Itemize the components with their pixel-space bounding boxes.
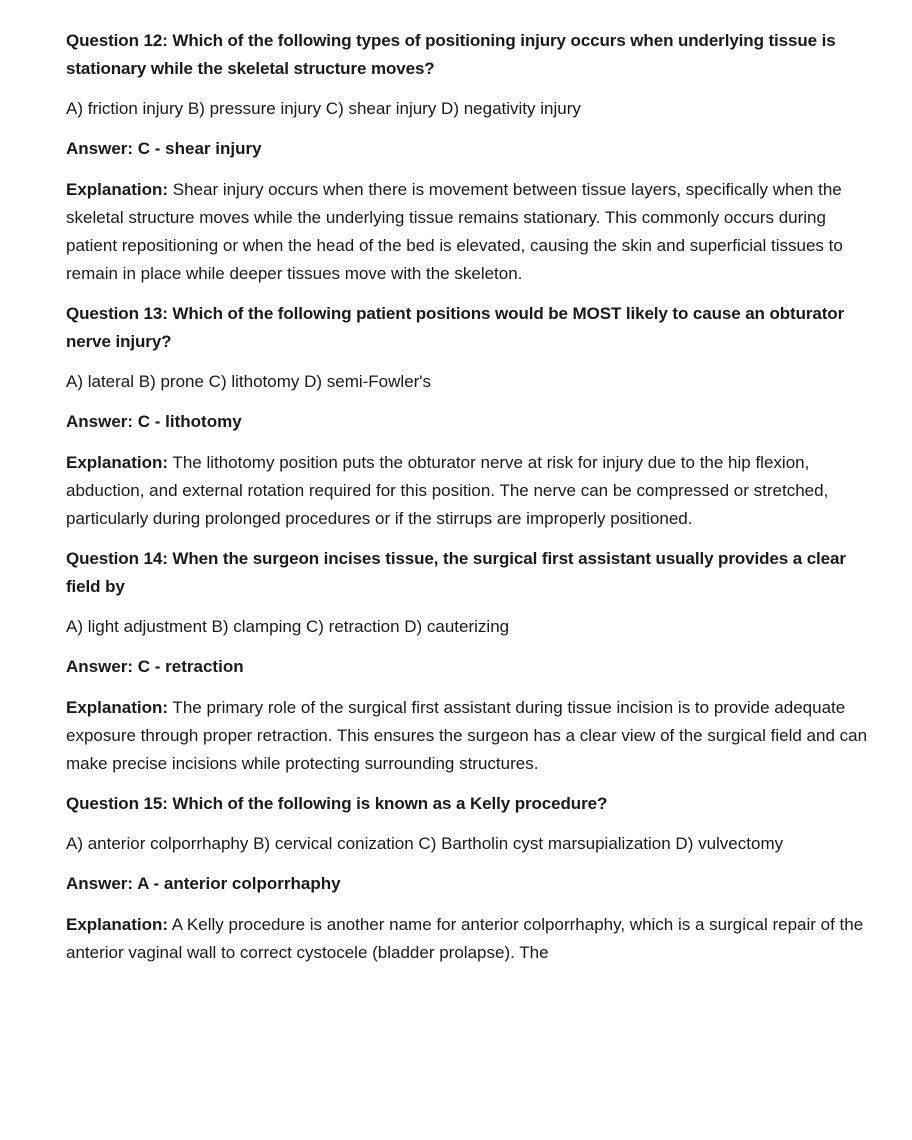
explanation-text: A Kelly procedure is another name for anterior colporrhaphy, which is a surgical repair of the anterior vaginal wall to correct cystocele (bladder prolapse). The (66, 915, 864, 962)
question-block-14 (66, 545, 872, 778)
question-block-13 (66, 300, 872, 533)
explanation (66, 911, 872, 967)
explanation-label: Explanation: (66, 915, 169, 934)
explanation (66, 694, 872, 778)
question-text: Question 13: Which of the following patient positions would be MOST likely to cause an obturator nerve injury? (66, 304, 845, 351)
question-text: Question 12: Which of the following types of positioning injury occurs when underlying tissue is stationary while the skeletal structure moves? (66, 31, 836, 78)
question-block-12 (66, 27, 872, 288)
correct-answer: Answer: C - lithotomy (66, 412, 242, 431)
question-text: Question 14: When the surgeon incises tissue, the surgical first assistant usually provides a clear field by (66, 549, 846, 596)
explanation-text: The primary role of the surgical first assistant during tissue incision is to provide adequate exposure through proper retraction. This ensures the surgeon has a clear view of the surgical field and can make precise incisions while protecting surrounding structures. (66, 698, 868, 773)
answer-options: A) lateral B) prone C) lithotomy D) semi-Fowler's (66, 372, 432, 391)
question-text: Question 15: Which of the following is known as a Kelly procedure? (66, 794, 608, 813)
correct-answer: Answer: C - shear injury (66, 139, 262, 158)
explanation-text: The lithotomy position puts the obturator nerve at risk for injury due to the hip flexion, abduction, and external rotation required for this position. The nerve can be compressed or stretched, particularly during prolonged procedures or if the stirrups are improperly positioned. (66, 453, 829, 528)
correct-answer: Answer: A - anterior colporrhaphy (66, 874, 341, 893)
correct-answer: Answer: C - retraction (66, 657, 244, 676)
explanation (66, 449, 872, 533)
answer-options: A) friction injury B) pressure injury C) shear injury D) negativity injury (66, 99, 581, 118)
explanation-text: Shear injury occurs when there is movement between tissue layers, specifically when the skeletal structure moves while the underlying tissue remains stationary. This commonly occurs during patient repositioning or when the head of the bed is elevated, causing the skin and superficial tissues to remain in place while deeper tissues move with the skeleton. (66, 180, 843, 283)
explanation-label: Explanation: (66, 698, 169, 717)
answer-options: A) anterior colporrhaphy B) cervical conization C) Bartholin cyst marsupialization D) vulvectomy (66, 834, 784, 853)
explanation (66, 176, 872, 288)
question-block-15 (66, 790, 872, 967)
explanation-label: Explanation: (66, 453, 169, 472)
explanation-label: Explanation: (66, 180, 169, 199)
answer-options: A) light adjustment B) clamping C) retraction D) cauterizing (66, 617, 510, 636)
